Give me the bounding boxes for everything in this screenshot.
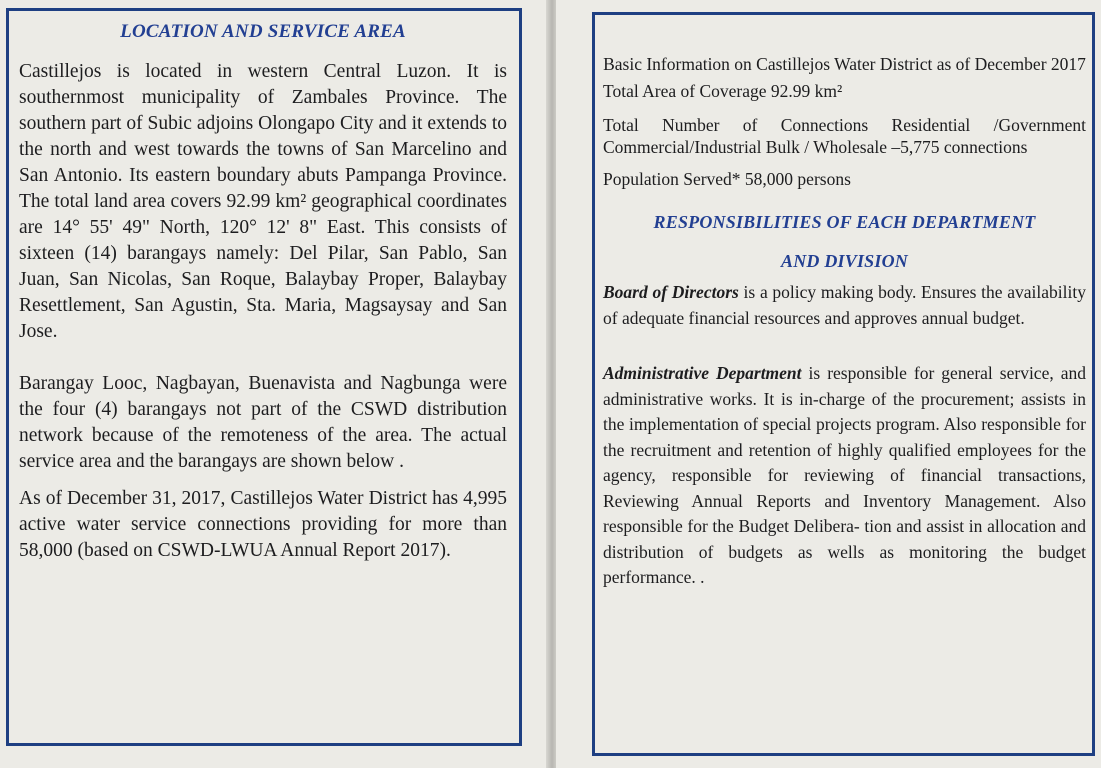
coverage-area: Total Area of Coverage 92.99 km² (603, 81, 843, 101)
population-served: Population Served* 58,000 persons (603, 169, 851, 189)
basic-info-title: Basic Information on Castillejos Water District as of December 2017 (603, 54, 1086, 74)
board-lead: Board of Directors (603, 282, 739, 302)
location-panel (6, 8, 522, 746)
left-page (0, 0, 548, 768)
location-paragraph: Castillejos is located in western Central Luzon. It is southernmost municipality of Zambales Province. The southern part of Subic adjoins Olongapo City and it extends to the north and west towards the towns of San Marcelino and San Antonio. Its eastern boundary abuts Pampanga Province. The total land area covers 92.99 km² geographical coordinates are 14° 55' 49" North, 120° 12' 8" East. This consists of sixteen (14) barangays namely: Del Pilar, San Pablo, San Juan, San Nicolas, San Roque, Balaybay Proper, Balaybay Resettlement, San Agustin, Sta. Maria, Magsaysay and San Jose. (19, 61, 507, 342)
board-text: is a policy making body. Ensures the availability of adequate financial resources and approves annual budget. (603, 282, 1086, 328)
location-heading: LOCATION AND SERVICE AREA (120, 21, 406, 42)
responsibilities-heading: RESPONSIBILITIES OF EACH DEPARTMENT (653, 212, 1036, 232)
total-connections: Total Number of Connections Residential /Government Commercial/Industrial Bulk / Wholesale –5,775 connections (603, 115, 1086, 157)
connections-paragraph: As of December 31, 2017, Castillejos Water District has 4,995 active water service connections providing for more than 58,000 (based on CSWD-LWUA Annual Report 2017). (19, 488, 507, 561)
administrative-department-paragraph (603, 361, 1086, 591)
excluded-barangays-paragraph: Barangay Looc, Nagbayan, Buenavista and Nagbunga were the four (4) barangays not part of the CSWD distribution network because of the remoteness of the area. The actual service area and the barangays are shown below . (19, 373, 507, 472)
right-page (556, 0, 1101, 768)
responsibilities-subheading: AND DIVISION (781, 251, 908, 271)
board-of-directors-paragraph (603, 280, 1086, 331)
basic-info-panel (592, 12, 1095, 756)
admin-lead: Administrative Department (603, 363, 802, 383)
admin-text: is responsible for general service, and administrative works. It is in-charge of the procurement; assists in the implementation of special projects program. Also responsible for the recruitment and retention of highly qualified employees for the agency, responsible for reviewing of financial transactions, Reviewing Annual Reports and Inventory Management. Also responsible for the Budget Delibera- tion and assist in allocation and distribution of budgets as wells as monitoring the budget performance. . (603, 363, 1086, 587)
